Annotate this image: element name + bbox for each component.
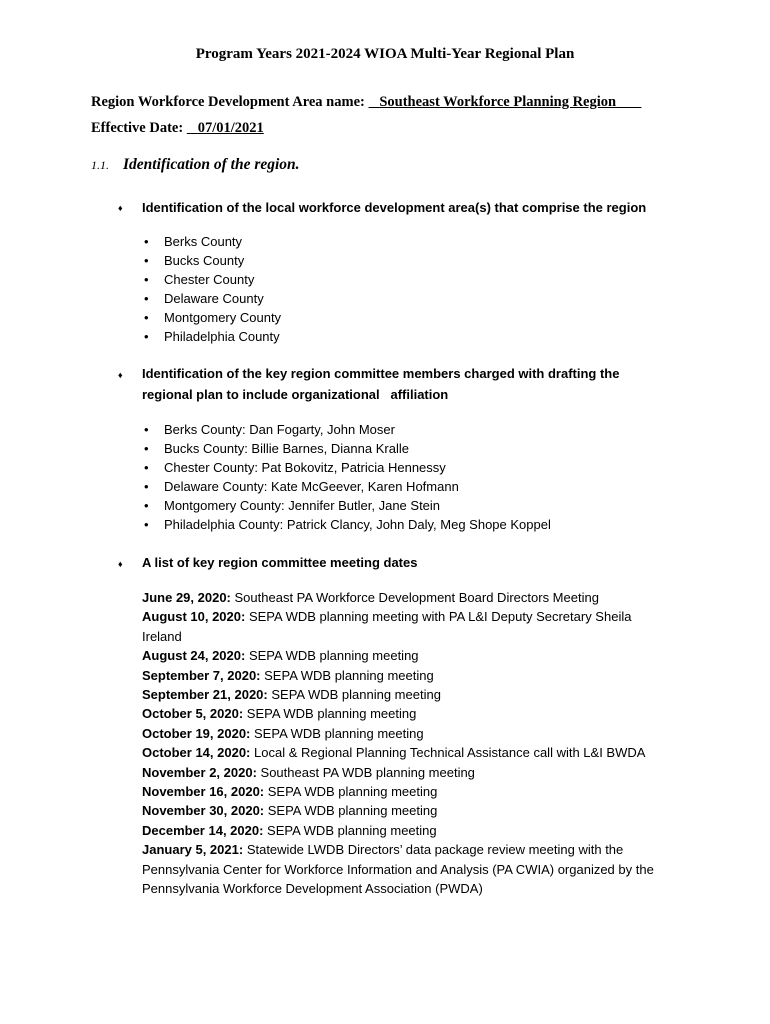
meeting-entry: January 5, 2021: Statewide LWDB Directors’ data package review meeting with the Pennsylvania Center for Workforce Information and Analysis (PA CWIA) organized by the Pennsylvania Workforce Development Association (PWDA): [142, 842, 654, 897]
meetings-list: [142, 588, 672, 899]
areas-heading: Identification of the local workforce development area(s) that comprise the region: [142, 200, 647, 215]
list-item: • Berks County: Dan Fogarty, John Moser: [144, 420, 551, 439]
meeting-entry: June 29, 2020: Southeast PA Workforce Development Board Directors Meeting: [142, 590, 599, 605]
diamond-bullet-icon: ♦: [118, 370, 123, 380]
page-title: Program Years 2021-2024 WIOA Multi-Year Regional Plan: [195, 46, 575, 62]
list-item: • Chester County: Pat Bokovitz, Patricia Hennessy: [144, 458, 551, 477]
diamond-bullet-icon: ♦: [118, 559, 123, 569]
region-name-label: Region Workforce Development Area name:: [91, 94, 365, 110]
list-item: • Delaware County: Kate McGeever, Karen Hofmann: [144, 477, 551, 496]
meetings-heading: A list of key region committee meeting dates: [142, 555, 418, 570]
list-item: • Delaware County: [144, 289, 281, 308]
meeting-entry: November 30, 2020: SEPA WDB planning meeting: [142, 803, 438, 819]
meeting-entry: November 2, 2020: Southeast PA WDB planning meeting: [142, 764, 475, 780]
list-item: • Berks County: [144, 232, 281, 251]
list-item: • Philadelphia County: [144, 327, 281, 346]
diamond-bullet-icon: ♦: [118, 203, 123, 213]
effective-date-label: Effective Date:: [91, 120, 184, 136]
committee-list: [144, 420, 551, 534]
meeting-entry: October 19, 2020: SEPA WDB planning meeting: [142, 725, 424, 741]
list-item: • Chester County: [144, 270, 281, 289]
meeting-entry: September 7, 2020: SEPA WDB planning meeting: [142, 667, 434, 683]
meeting-entry: August 24, 2020: SEPA WDB planning meeting: [142, 648, 419, 664]
list-item: • Montgomery County: [144, 308, 281, 327]
region-name-value: Southeast Workforce Planning Region: [379, 94, 617, 110]
region-name-line: [91, 94, 641, 111]
meeting-entry: October 5, 2020: SEPA WDB planning meeting: [142, 706, 417, 722]
list-item: • Montgomery County: Jennifer Butler, Jane Stein: [144, 496, 551, 515]
list-item: • Bucks County: Billie Barnes, Dianna Kralle: [144, 439, 551, 458]
meeting-entry: September 21, 2020: SEPA WDB planning meeting: [142, 687, 441, 703]
meeting-entry: November 16, 2020: SEPA WDB planning meeting: [142, 784, 438, 800]
effective-date-line: [91, 120, 264, 137]
effective-date-value: 07/01/2021: [197, 120, 264, 136]
list-item: • Philadelphia County: Patrick Clancy, John Daly, Meg Shope Koppel: [144, 515, 551, 534]
section-heading: [91, 156, 300, 174]
meeting-entry: October 14, 2020: Local & Regional Planning Technical Assistance call with L&I BWDA: [142, 745, 646, 761]
committee-heading: Identification of the key region committee members charged with drafting the regional plan to include organizational affiliation: [142, 366, 620, 402]
meeting-entry: December 14, 2020: SEPA WDB planning meeting: [142, 822, 437, 838]
meeting-entry: August 10, 2020: SEPA WDB planning meeting with PA L&I Deputy Secretary Sheila Ireland: [142, 609, 632, 644]
list-item: • Bucks County: [144, 251, 281, 270]
section-title: Identification of the region.: [123, 156, 300, 173]
areas-list: [144, 232, 281, 346]
section-number: 1.1.: [91, 158, 109, 172]
